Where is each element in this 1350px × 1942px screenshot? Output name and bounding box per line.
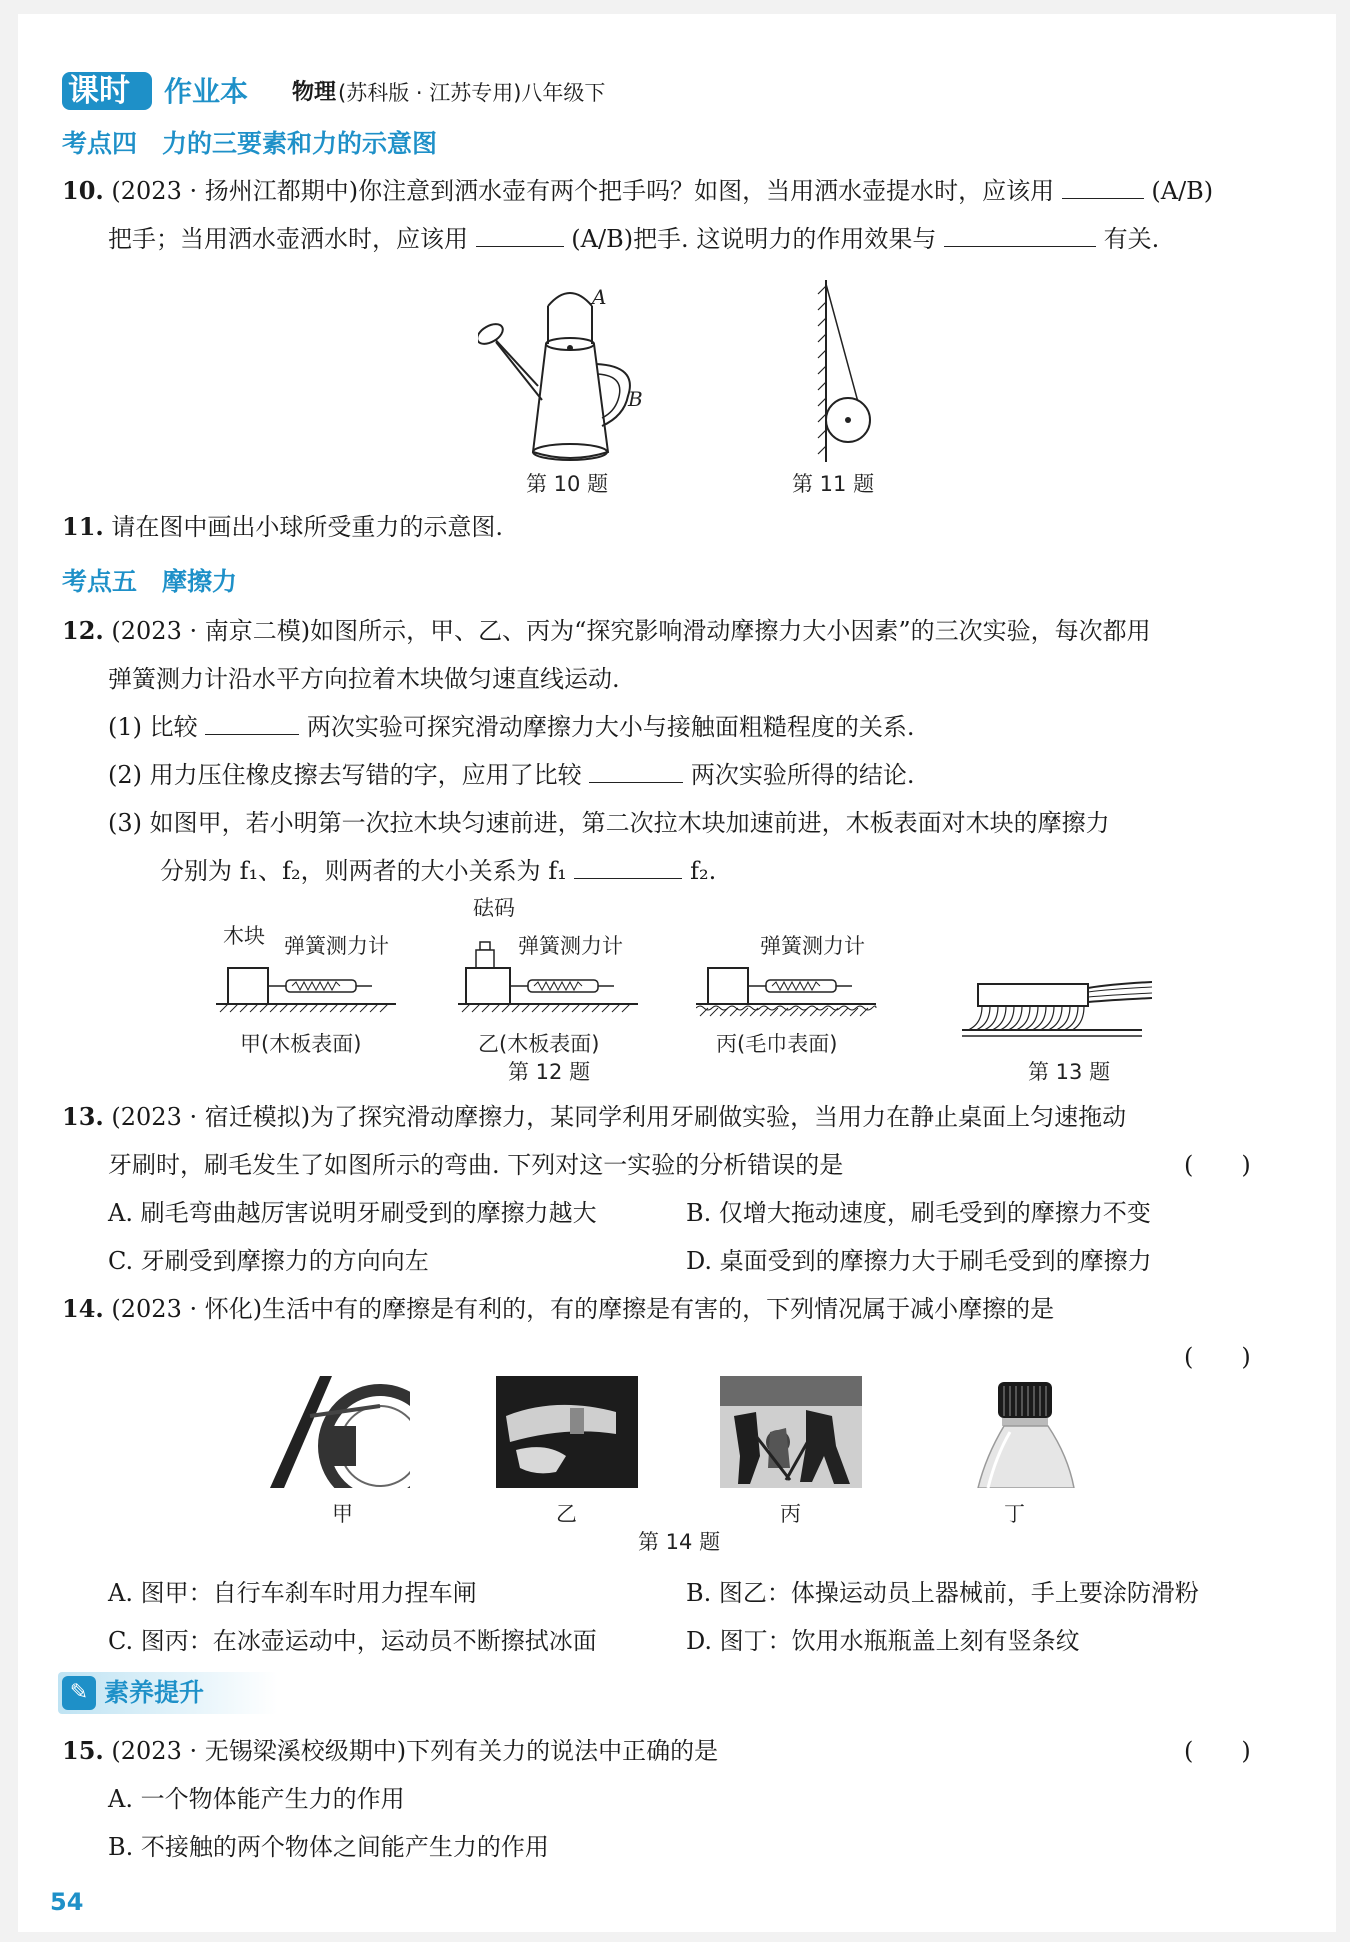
- q14-option-c[interactable]: C. 图丙：在冰壶运动中，运动员不断擦拭冰面: [108, 1627, 597, 1655]
- q12-line2: 弹簧测力计沿水平方向拉着木块做匀速直线运动.: [108, 665, 620, 693]
- q15-stem: (2023 · 无锡梁溪校级期中)下列有关力的说法中正确的是: [111, 1737, 719, 1765]
- q10-stem-4: 有关.: [1103, 225, 1160, 253]
- q11-stem: 请在图中画出小球所受重力的示意图.: [111, 513, 504, 541]
- bicycle-brake-photo: [270, 1376, 410, 1488]
- book-subject: 物理: [292, 80, 337, 105]
- q13-option-c[interactable]: C. 牙刷受到摩擦力的方向向左: [108, 1247, 429, 1275]
- q10-line2: [108, 222, 1159, 256]
- q14-answer-paren[interactable]: ( ): [1184, 1343, 1251, 1371]
- q11-number: 11.: [62, 512, 104, 541]
- meter-label-jia: 弹簧测力计: [284, 934, 389, 958]
- q13-number: 13.: [62, 1102, 104, 1131]
- section-title-6: 素养提升: [104, 1678, 205, 1707]
- header: [62, 72, 962, 112]
- photo-label-bing: 丙: [780, 1502, 801, 1526]
- handle-a-label: A: [592, 285, 607, 309]
- q13-stem-1: (2023 · 宿迁模拟)为了探究滑动摩擦力，某同学利用牙刷做实验，当用力在静止桌面上匀速拖动: [111, 1103, 1127, 1131]
- q14-line1: [62, 1292, 1054, 1326]
- q10-blank-1[interactable]: [1062, 174, 1144, 199]
- q11-caption: 第 11 题: [792, 472, 875, 496]
- q15-option-b[interactable]: B. 不接触的两个物体之间能产生力的作用: [108, 1833, 549, 1861]
- q10-option-hint-1: (A/B): [1151, 177, 1214, 205]
- q12-part2: [108, 758, 915, 792]
- q14-stem-1: (2023 · 怀化)生活中有的摩擦是有利的，有的摩擦是有害的，下列情况属于减小摩擦的是: [111, 1295, 1055, 1323]
- q10-stem-3: (A/B)把手. 这说明力的作用效果与: [571, 225, 937, 253]
- q12-number: 12.: [62, 616, 104, 645]
- q13-option-a[interactable]: A. 刷毛弯曲越厉害说明牙刷受到的摩擦力越大: [108, 1199, 597, 1227]
- q10-stem-2: 把手；当用洒水壶洒水时，应该用: [108, 225, 468, 253]
- q14-option-a[interactable]: A. 图甲：自行车刹车时用力捏车闸: [108, 1579, 477, 1607]
- q10-blank-3[interactable]: [944, 222, 1096, 247]
- q15-option-a[interactable]: A. 一个物体能产生力的作用: [108, 1785, 405, 1813]
- photo-label-jia: 甲: [332, 1502, 353, 1526]
- q12-part1-b: 两次实验可探究滑动摩擦力大小与接触面粗糙程度的关系.: [306, 713, 915, 741]
- experiment-bing-figure: [696, 954, 896, 1024]
- q14-number: 14.: [62, 1294, 104, 1323]
- q13-option-d[interactable]: D. 桌面受到的摩擦力大于刷毛受到的摩擦力: [686, 1247, 1152, 1275]
- gymnast-chalk-photo: [496, 1376, 638, 1488]
- q12-blank-1[interactable]: [205, 710, 299, 735]
- meter-label-bing: 弹簧测力计: [760, 934, 865, 958]
- q15-line1: [62, 1734, 718, 1768]
- logo-text: 课时: [68, 73, 130, 109]
- q12-caption: 第 12 题: [508, 1060, 591, 1084]
- photo-label-yi: 乙: [556, 1502, 577, 1526]
- q12-blank-2[interactable]: [589, 758, 683, 783]
- experiment-yi-figure: [458, 922, 658, 1024]
- q10-line1: [62, 174, 1213, 208]
- q12-part2-b: 两次实验所得的结论.: [690, 761, 915, 789]
- caption-jia: 甲(木板表面): [240, 1032, 362, 1056]
- section-title-5: 考点五 摩擦力: [62, 567, 238, 596]
- hanging-ball-figure: [798, 276, 898, 466]
- book-edition: (苏科版 · 江苏专用)八年级下: [338, 81, 606, 105]
- q12-part3-line2: [160, 854, 716, 888]
- weight-label: 砝码: [473, 896, 515, 920]
- q10-caption: 第 10 题: [526, 472, 609, 496]
- q10-stem-1: (2023 · 扬州江都期中)你注意到洒水壶有两个把手吗？如图，当用洒水壶提水时，应该用: [111, 177, 1055, 205]
- q14-option-d[interactable]: D. 图丁：饮用水瓶瓶盖上刻有竖条纹: [686, 1627, 1080, 1655]
- q12-part1: [108, 710, 915, 744]
- q15-answer-paren[interactable]: ( ): [1184, 1737, 1251, 1765]
- q15-number: 15.: [62, 1736, 104, 1765]
- section-title-4: 考点四 力的三要素和力的示意图: [62, 129, 438, 158]
- q10-blank-2[interactable]: [476, 222, 564, 247]
- q12-stem-1: (2023 · 南京二模)如图所示，甲、乙、丙为“探究影响滑动摩擦力大小因素”的三次实验，每次都用: [111, 617, 1151, 645]
- pencil-icon: ✎: [62, 1676, 96, 1710]
- page: [18, 14, 1336, 1932]
- experiment-jia-figure: [216, 954, 416, 1024]
- caption-yi: 乙(木板表面): [478, 1032, 600, 1056]
- page-number: 54: [50, 1888, 84, 1916]
- q12-part3-line1: (3) 如图甲，若小明第一次拉木块匀速前进，第二次拉木块加速前进，木板表面对木块的摩擦力: [108, 809, 1110, 837]
- q13-answer-paren[interactable]: ( ): [1184, 1151, 1251, 1179]
- q13-line1: [62, 1100, 1126, 1134]
- q12-line1: [62, 614, 1151, 648]
- q11-line: [62, 510, 503, 544]
- caption-bing: 丙(毛巾表面): [716, 1032, 838, 1056]
- block-label: 木块: [223, 924, 265, 948]
- q12-blank-3[interactable]: [574, 854, 682, 879]
- section-banner-6: [58, 1672, 278, 1714]
- q14-caption: 第 14 题: [638, 1530, 721, 1554]
- q13-line2: 牙刷时，刷毛发生了如图所示的弯曲. 下列对这一实验的分析错误的是: [108, 1151, 844, 1179]
- watering-can-figure: [478, 276, 658, 466]
- handle-b-label: B: [628, 387, 643, 411]
- series-name: 作业本: [164, 75, 249, 108]
- q12-part1-a: (1) 比较: [108, 713, 198, 741]
- q14-option-b[interactable]: B. 图乙：体操运动员上器械前，手上要涂防滑粉: [686, 1579, 1199, 1607]
- q10-number: 10.: [62, 176, 104, 205]
- meter-label-yi: 弹簧测力计: [518, 934, 623, 958]
- photo-label-ding: 丁: [1004, 1502, 1025, 1526]
- q13-caption: 第 13 题: [1028, 1060, 1111, 1084]
- q12-part2-a: (2) 用力压住橡皮擦去写错的字，应用了比较: [108, 761, 582, 789]
- curling-photo: [720, 1376, 862, 1488]
- toothbrush-figure: [962, 974, 1152, 1044]
- q12-part3-b: 分别为 f₁、f₂，则两者的大小关系为 f₁: [160, 857, 567, 885]
- q13-option-b[interactable]: B. 仅增大拖动速度，刷毛受到的摩擦力不变: [686, 1199, 1151, 1227]
- q12-part3-c: f₂.: [690, 857, 717, 885]
- bottle-cap-photo: [964, 1376, 1084, 1488]
